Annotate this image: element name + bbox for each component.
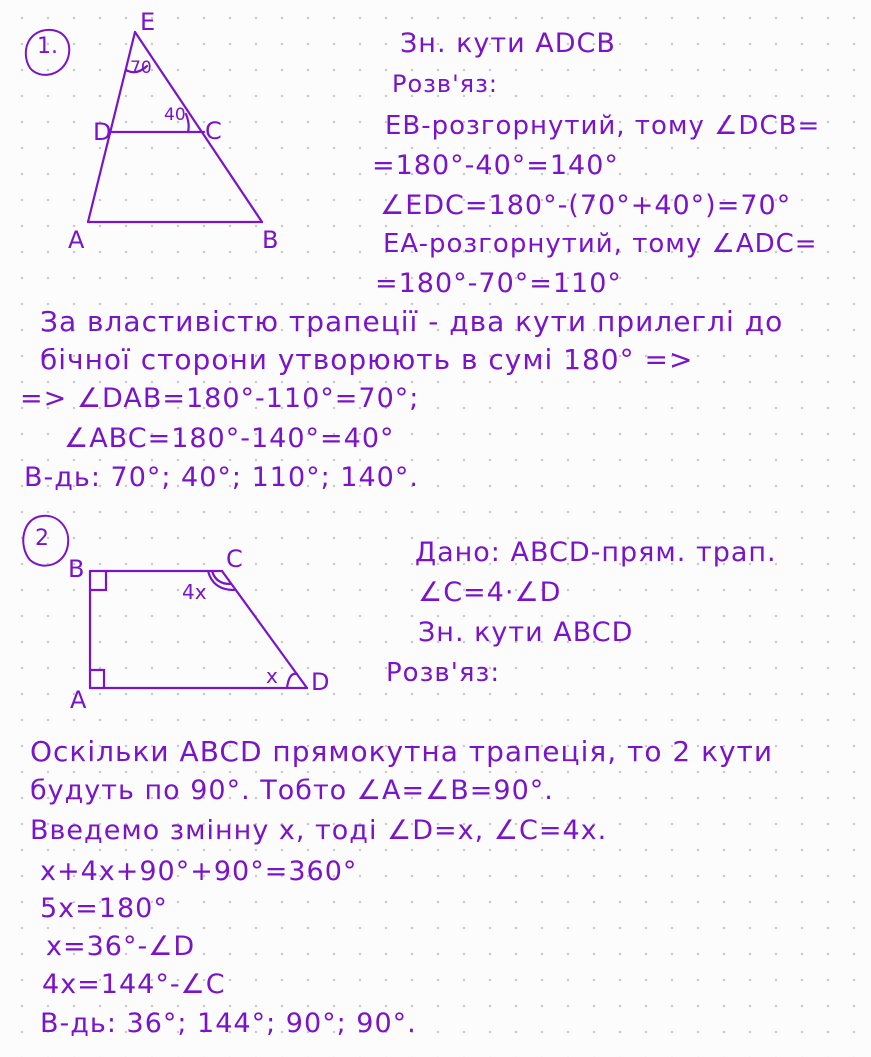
- angle-label-C2: 4x: [182, 580, 207, 604]
- p2-solution-heading: Розв'яз:: [386, 658, 501, 688]
- p2-line-4: x+4x+90°+90°=360°: [40, 856, 358, 887]
- angle-arc-D: [287, 674, 297, 688]
- vertex-label-B2: B: [68, 555, 85, 583]
- problem2-number: 2: [35, 526, 49, 551]
- p2-line-6: x=36°-∠D: [46, 931, 196, 962]
- p1-line-5: =180°-70°=110°: [375, 268, 622, 299]
- vertex-label-B: B: [262, 226, 279, 254]
- vertex-label-E: E: [140, 8, 156, 36]
- p2-condition: ∠C=4·∠D: [418, 577, 562, 608]
- p2-answer: В-дь: 36°; 144°; 90°; 90°.: [40, 1008, 417, 1039]
- p1-line-7: бічної сторони утворюють в сумі 180° =>: [40, 343, 694, 376]
- vertex-label-A2: A: [70, 686, 87, 714]
- p1-answer: В-дь: 70°; 40°; 110°; 140°.: [24, 462, 419, 493]
- angle-label-C: 40: [164, 105, 186, 125]
- p1-line-6: За властивістю трапеції - два кути прилеглі до: [40, 305, 784, 338]
- vertex-label-A: A: [68, 226, 85, 254]
- right-angle-B: [90, 571, 106, 590]
- p1-line-2: =180°-40°=140°: [372, 150, 619, 181]
- vertex-label-C2: C: [226, 545, 243, 573]
- p2-given: Дано: ABCD-прям. трап.: [415, 537, 777, 568]
- p2-line-1: Оскільки ABCD прямокутна трапеція, то 2 кути: [30, 735, 774, 768]
- right-angle-A: [90, 670, 104, 688]
- p2-find: Зн. кути ABCD: [418, 617, 634, 648]
- angle-label-D2: x: [266, 664, 278, 688]
- vertex-label-D: D: [93, 118, 112, 146]
- angle-arc-C: [186, 114, 189, 132]
- p1-line-3: ∠EDC=180°-(70°+40°)=70°: [380, 190, 792, 221]
- p1-line-1: EB-розгорнутий, тому ∠DCB=: [385, 111, 821, 141]
- p1-line-9: ∠ABC=180°-140°=40°: [64, 423, 395, 454]
- p1-solution-heading: Розв'яз:: [392, 70, 498, 98]
- p1-line-4: EA-розгорнутий, тому ∠ADC=: [383, 229, 818, 259]
- vertex-label-C: C: [205, 117, 222, 145]
- p1-find: Зн. кути ADCB: [400, 28, 616, 59]
- p2-line-5: 5x=180°: [40, 893, 168, 924]
- angle-label-E: 70: [130, 58, 152, 78]
- problem1-trapezoid-figure: [88, 32, 262, 222]
- side-EB: [135, 32, 262, 222]
- p2-line-2: будуть по 90°. Тобто ∠A=∠B=90°.: [30, 775, 554, 806]
- vertex-label-D2: D: [311, 668, 330, 696]
- problem1-number: 1.: [37, 34, 58, 59]
- side-CD: [222, 571, 307, 688]
- p2-line-3: Введемо змінну x, тоді ∠D=x, ∠C=4x.: [30, 815, 608, 846]
- p2-line-7: 4x=144°-∠C: [42, 969, 226, 1000]
- p1-line-8: => ∠DAB=180°-110°=70°;: [20, 383, 420, 414]
